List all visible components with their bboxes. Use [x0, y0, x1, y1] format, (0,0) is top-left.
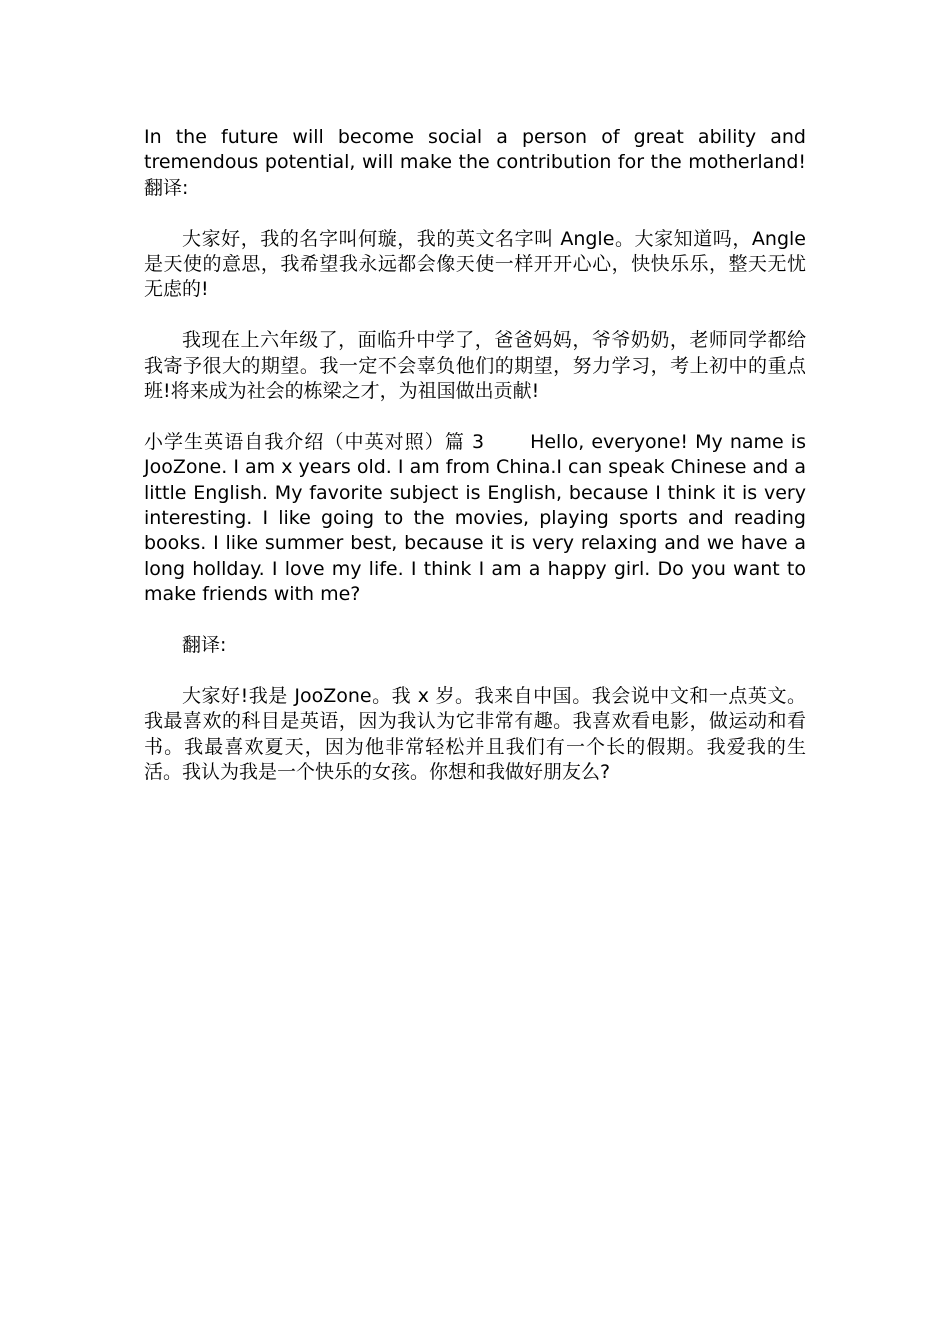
paragraph-translation-label: 翻译:: [182, 634, 227, 657]
document-page: [144, 125, 806, 811]
paragraph-chinese-grade: 我现在上六年级了，面临升中学了，爸爸妈妈，爷爷奶奶，老师同学都给我寄予很大的期望。我一定不会辜负他们的期望，努力学习，考上初中的重点班!将来成为社会的栋梁之才，为祖国做出贡献!: [144, 329, 806, 403]
section-heading: 小学生英语自我介绍（中英对照）篇 3: [144, 430, 485, 453]
paragraph-section-3: [144, 430, 806, 608]
paragraph-chinese-translation: 大家好!我是 JooZone。我 x 岁。我来自中国。我会说中文和一点英文。我最喜欢的科目是英语，因为我认为它非常有趣。我喜欢看电影，做运动和看书。我最喜欢夏天，因为他非常轻松并且我们有一个长的假期。我爱我的生活。我认为我是一个快乐的女孩。你想和我做好朋友么?: [144, 684, 806, 784]
paragraph-future-contribution: In the future will become social a person of great ability and tremendous potential, will make the contribution for the motherland! 翻译:: [144, 126, 806, 199]
paragraph-chinese-intro: 大家好，我的名字叫何璇，我的英文名字叫 Angle。大家知道吗，Angle 是天使的意思，我希望我永远都会像天使一样开开心心，快快乐乐，整天无忧无虑的!: [144, 227, 806, 301]
english-intro-text: Hello, everyone! My name is JooZone. I am x years old. I am from China.I can speak Chinese and a little English. My favorite subject is English, because I think it is very interesting. I like going to the movies, playing sports and reading books. I like summer best, because it is very relaxing and we have a long hollday. I love my life. I think I am a happy girl. Do you want to make friends with me?: [144, 430, 806, 606]
